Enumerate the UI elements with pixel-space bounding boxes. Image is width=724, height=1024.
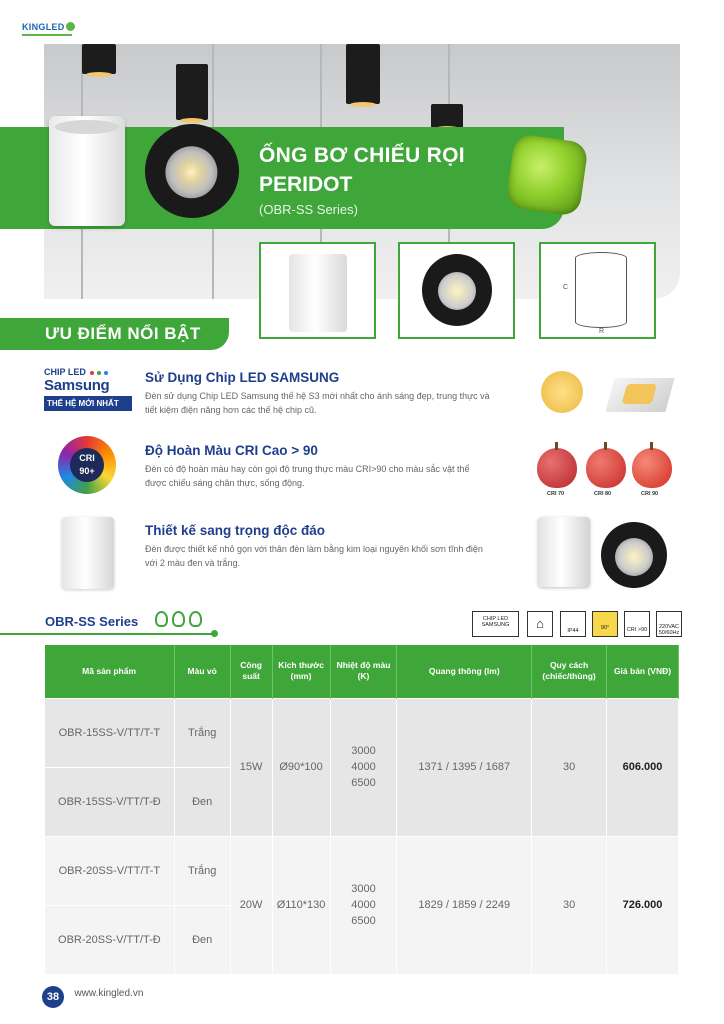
led-chip-module-image [605,378,674,412]
dim-label-c: C [563,284,569,291]
cell-temp: 3000 4000 6500 [330,836,397,974]
website-link[interactable]: www.kingled.vn [74,988,144,999]
series-underline [0,633,215,635]
header-power: Công suất [230,645,272,698]
cell-color: Trắng [174,698,230,767]
cell-power: 20W [230,836,272,974]
page-number: 38 [42,986,64,1008]
design-lamp-image [62,517,114,589]
cell-price: 606.000 [607,698,679,836]
header-temp: Nhiệt độ màu (K) [330,645,397,698]
product-title-line1: ỐNG BƠ CHIẾU RỌI [259,144,465,167]
black-lamp-image [601,522,667,588]
feature-desc-cri: Đèn có độ hoàn màu hay còn gọi độ trung thực màu CRI>90 cho màu sắc vật thể được chiếu sáng chân thực, sống động. [145,464,470,488]
white-lamp-image [49,116,125,226]
series-title: OBR-SS Series [45,614,139,629]
cell-size: Ø90*100 [272,698,330,836]
dimension-drawing [575,252,627,328]
voltage-icon: 220VAC 50/60Hz [656,611,682,637]
cell-color: Đen [174,767,230,836]
ip44-icon: IP44 [560,611,586,637]
header-color: Màu vỏ [174,645,230,698]
ceiling-lamp [82,44,116,74]
cri-badge: CRI 90+ [58,436,116,494]
apple-cri70-image [537,448,577,488]
product-title-line2: PERIDOT [259,173,353,196]
apple-cri80-image [586,448,626,488]
cri-eye-icon: CRI >90 [624,611,650,637]
footer [42,986,143,1008]
white-lamp-image [538,517,590,587]
cell-power: 15W [230,698,272,836]
indoor-home-icon: ⌂ [527,611,553,637]
cell-lumen: 1829 / 1859 / 2249 [397,836,532,974]
logo-tagline-bar [22,34,72,36]
cell-pack: 30 [532,698,607,836]
samsung-badge: CHIP LED Samsung THẾ HỆ MỚI NHẤT [44,367,132,411]
ceiling-lamp [431,104,463,128]
apple-label: CRI 80 [594,491,612,497]
beam-angle-icon: 90° [592,611,618,637]
header-size: Kích thước (mm) [272,645,330,698]
peridot-gem-icon [505,133,589,217]
led-chip-image [541,371,583,413]
apple-label: CRI 70 [547,491,565,497]
header-price: Giá bán (VNĐ) [607,645,679,698]
rating-bulbs [155,611,206,632]
cell-size: Ø110*130 [272,836,330,974]
samsung-chip-icon: CHIP LED SAMSUNG [472,611,519,637]
table-header-row [45,645,679,698]
spec-table [44,645,679,975]
cell-color: Trắng [174,836,230,905]
ceiling-lamp [346,44,380,104]
header-pack: Quy cách (chiếc/thùng) [532,645,607,698]
cell-model: OBR-20SS-V/TT/T-Đ [45,905,175,974]
thumb-dimension-drawing [539,242,656,339]
feature-desc-design: Đèn được thiết kế nhỏ gọn với thân đèn làm bằng kim loại nguyên khối sơn tĩnh điện với 2 màu đen và trắng. [145,544,483,568]
cell-price: 726.000 [607,836,679,974]
cell-pack: 30 [532,836,607,974]
cell-temp: 3000 4000 6500 [330,698,397,836]
feature-title-cri: Độ Hoàn Màu CRI Cao > 90 [145,443,318,458]
advantages-heading: ƯU ĐIỂM NỔI BẬT [45,324,201,343]
cell-color: Đen [174,905,230,974]
thumb-white-lamp [259,242,376,339]
feature-title-design: Thiết kế sang trọng độc đáo [145,523,326,538]
brand-logo: KINGLED [22,22,75,32]
bulb-icon [155,611,168,627]
ceiling-lamp [176,64,208,120]
dim-label-r: R [599,328,605,335]
feature-desc-samsung: Đèn sử dụng Chip LED Samsung thế hệ S3 mới nhất cho ánh sáng đẹp, trung thực và tiết kiệm điện năng hơn các thế hệ chip cũ. [145,391,490,415]
bulb-icon [189,611,202,627]
feature-title-samsung: Sử Dụng Chip LED SAMSUNG [145,370,340,385]
product-subtitle: (OBR-SS Series) [259,202,358,217]
table-row [45,698,679,767]
cell-model: OBR-20SS-V/TT/T-T [45,836,175,905]
bulb-icon [66,22,75,31]
apple-label: CRI 90 [641,491,659,497]
cell-model: OBR-15SS-V/TT/T-Đ [45,767,175,836]
thumb-black-lamp [398,242,515,339]
table-row [45,836,679,905]
cell-lumen: 1371 / 1395 / 1687 [397,698,532,836]
header-lumen: Quang thông (lm) [397,645,532,698]
cell-model: OBR-15SS-V/TT/T-T [45,698,175,767]
bulb-icon [172,611,185,627]
header-model: Mã sản phẩm [45,645,175,698]
apple-cri90-image [632,448,672,488]
